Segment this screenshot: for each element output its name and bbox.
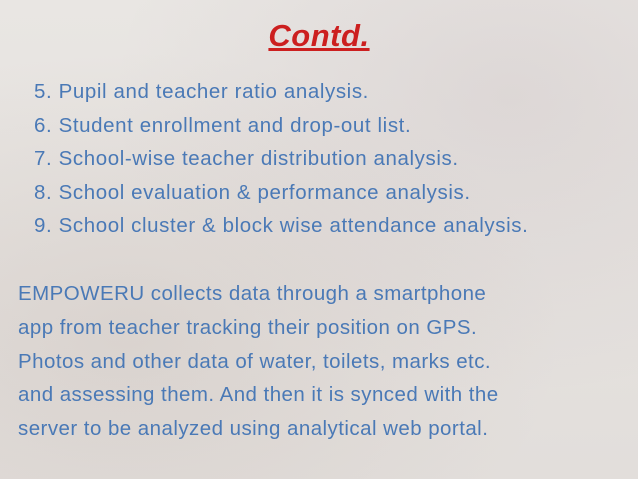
analysis-list	[34, 75, 634, 243]
description-paragraph	[18, 277, 633, 446]
slide-title: Contd.	[268, 18, 370, 53]
paragraph-line: and assessing them. And then it is synced with the	[18, 383, 499, 407]
list-item: 6. Student enrollment and drop-out list.	[34, 113, 412, 137]
list-item: 8. School evaluation & performance analysis.	[34, 180, 471, 204]
paragraph-line: EMPOWERU collects data through a smartphone	[18, 282, 487, 305]
list-item: 5. Pupil and teacher ratio analysis.	[34, 80, 369, 103]
list-item: 7. School-wise teacher distribution analysis.	[34, 147, 459, 170]
paragraph-line: app from teacher tracking their position on GPS.	[18, 315, 478, 339]
paragraph-line: server to be analyzed using analytical web portal.	[18, 417, 489, 441]
list-item: 9. School cluster & block wise attendance analysis.	[34, 214, 529, 237]
paragraph-line: Photos and other data of water, toilets, marks etc.	[18, 349, 492, 373]
